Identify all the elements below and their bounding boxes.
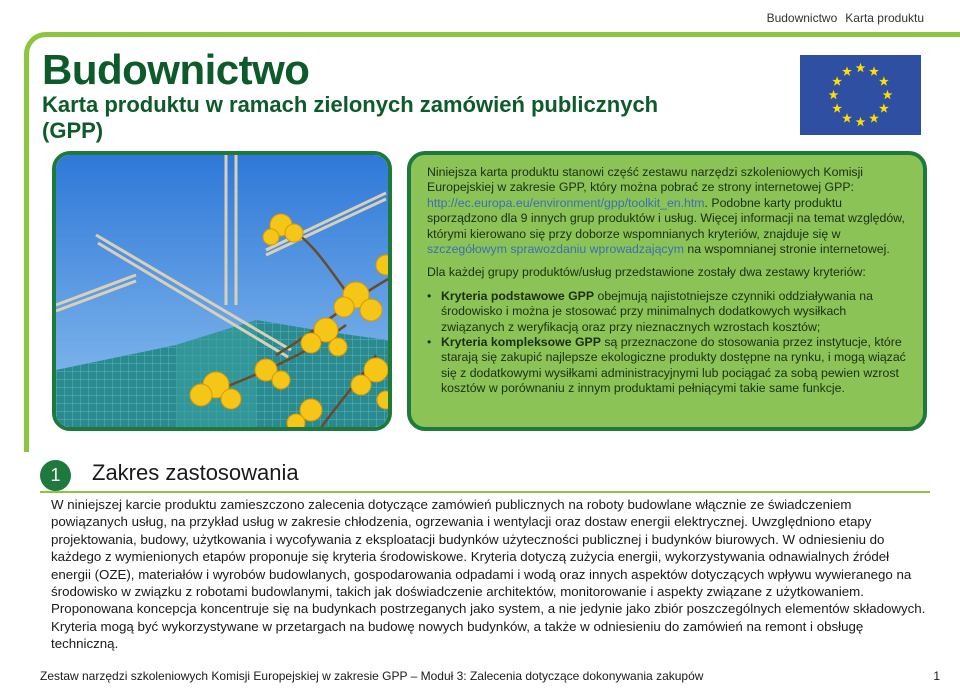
- eu-star-icon: [869, 113, 879, 122]
- footer-text: Zestaw narzędzi szkoleniowych Komisji Europejskiej w zakresie GPP – Moduł 3: Zalecenia dotyczące dokonywania zakupów: [40, 669, 704, 683]
- construction-photo: [52, 151, 392, 431]
- eu-star-icon: [832, 103, 842, 112]
- section-divider: [40, 491, 930, 493]
- eu-flag-icon: [800, 55, 921, 135]
- detailed-report-link[interactable]: szczegółowym sprawozdaniu wprowadzającym: [427, 242, 684, 257]
- criteria-desc: są przeznaczone do stosowania przez instytucje, które starają się zakupić najlepsze ekologiczne produkty dostępne na rynku, i mogą wiązać się z dodatkowymi wysiłkami administracyjnymi lub pociągać za sobą pewien wzrost kosztów w porównaniu z innym produktami pełniącymi takie same funkcje.: [441, 335, 906, 396]
- running-header: [767, 11, 924, 25]
- eu-star-icon: [842, 113, 852, 122]
- eu-star-icon: [879, 76, 889, 85]
- eu-star-icon: [829, 90, 839, 99]
- page-title: Budownictwo: [42, 46, 310, 93]
- criteria-list: [427, 289, 909, 397]
- page-subtitle: Karta produktu w ramach zielonych zamówień publicznych (GPP): [42, 92, 659, 143]
- page-footer: [40, 669, 940, 683]
- section-number-badge: 1: [40, 460, 71, 491]
- criteria-term: Kryteria podstawowe GPP: [441, 288, 595, 303]
- criteria-intro: Dla każdej grupy produktów/usług przedstawione zostały dwa zestawy kryteriów:: [427, 265, 866, 280]
- intro-text-c: na wspomnianej stronie internetowej.: [683, 242, 890, 257]
- page-number: 1: [933, 669, 940, 683]
- eu-flag-stars: [800, 55, 921, 135]
- running-header-right: Karta produktu: [845, 11, 924, 25]
- running-header-left: Budownictwo: [766, 11, 838, 25]
- eu-star-icon: [856, 63, 866, 72]
- eu-star-icon: [856, 117, 866, 126]
- eu-star-icon: [832, 76, 842, 85]
- section-title: Zakres zastosowania: [92, 460, 299, 485]
- intro-panel: [407, 151, 927, 431]
- criteria-term: Kryteria kompleksowe GPP: [441, 335, 601, 350]
- criteria-item-comprehensive: [427, 335, 909, 397]
- intro-text-b: . Podobne karty produktu sporządzono dla 9 innych grup produktów i usług. Więcej informacji na temat względów, którymi kierowano się przy doborze wspomnianych kryteriów, znajduje się w: [427, 195, 905, 241]
- eu-star-icon: [869, 66, 879, 75]
- eu-star-icon: [883, 90, 893, 99]
- intro-paragraph: [427, 165, 909, 257]
- section-body: W niniejszej karcie produktu zamieszczono zalecenia dotyczące zamówień publicznych na roboty budowlane włącznie ze świadczeniem powiązanych usług, na przykład usług w zakresie chłodzenia, ogrzewania i wentylacji oraz dostaw energii elektrycznej. Uwzględniono etapy projektowania, budowy, użytkowania i wycofywania z eksploatacji budynków użyteczności publicznej i budynków biurowych. W odniesieniu do każdego z wymienionych etapów proponuje się kryteria środowiskowe. Kryteria dotyczą zużycia energii, wykorzystywania odnawialnych źródeł energii (OZE), materiałów i wyrobów budowlanych, gospodarowania odpadami i wodą oraz innych aspektów dotyczących wpływu wywieranego na środowisko w związku z robotami budowlanymi, takich jak doświadczenie architektów, monitorowanie i aspekty związane z użytkowaniem. Proponowana koncepcja koncentruje się na budynkach postrzeganych jako system, a nie jedynie jako zbiór poszczególnych elementów składowych. Kryteria mogą być wykorzystywane w przetargach na budowę nowych budynków, a także w odniesieniu do zamówień na remont i obsługę techniczną.: [51, 497, 926, 652]
- eu-star-icon: [879, 103, 889, 112]
- criteria-item-core: [427, 289, 909, 335]
- construction-photo-art: [56, 155, 392, 431]
- criteria-desc: obejmują najistotniejsze czynniki oddziaływania na środowisko i można je stosować przy minimalnych dodatkowych wysiłkach związanych z weryfikacją oraz przy nieznacznych wzrostach kosztów;: [441, 288, 873, 334]
- eu-star-icon: [842, 66, 852, 75]
- gpp-toolkit-link[interactable]: http://ec.europa.eu/environment/gpp/toolkit_en.htm: [427, 195, 705, 210]
- intro-text-a: Niniejsza karta produktu stanowi część zestawu narzędzi szkoleniowych Komisji Europejskiej w zakresie GPP, który można pobrać ze strony internetowej GPP:: [427, 165, 864, 195]
